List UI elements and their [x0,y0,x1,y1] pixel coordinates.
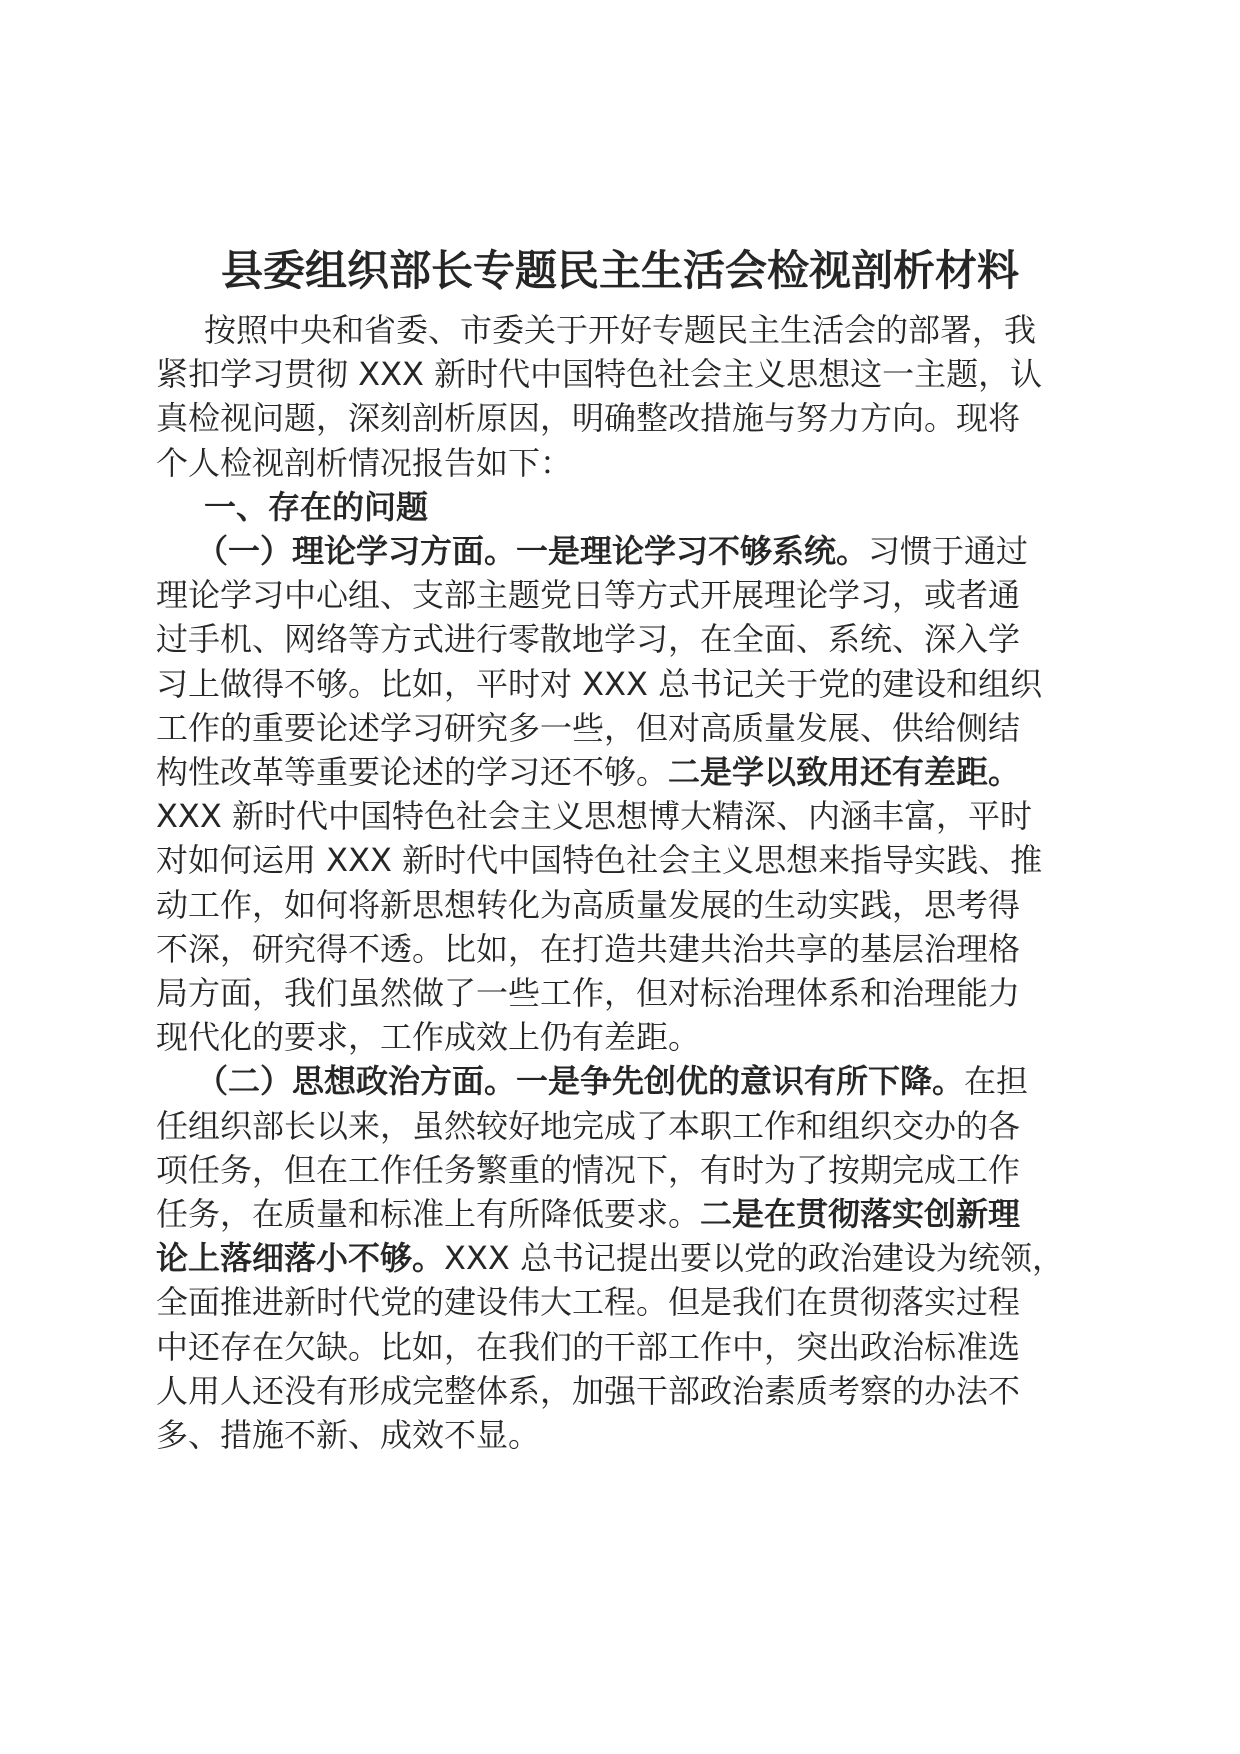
bold-text-segment: 论上落细落小不够。 [156,1239,445,1278]
text-segment: 在担 [964,1062,1029,1101]
bold-text-segment: 一、存在的问题 [204,487,429,526]
text-line [156,662,1042,706]
text-segment: 习上做得不够。比如，平时对 XXX 总书记关于党的建设和组织 [156,664,1043,703]
text-line [156,883,1020,927]
text-line [156,1015,700,1059]
text-segment: 工作的重要论述学习研究多一些，但对高质量发展、供给侧结 [156,708,1021,747]
text-segment: 多、措施不新、成效不显。 [156,1416,541,1454]
text-segment: 紧扣学习贯彻 XXX 新时代中国特色社会主义思想这一主题，认 [156,355,1043,394]
text-line [156,1325,1020,1369]
text-line [156,1369,1020,1413]
text-segment: XXX 新时代中国特色社会主义思想博大精深、内涵丰富，平时 [156,797,1032,836]
text-line [156,617,1020,661]
text-line [156,1236,1064,1280]
text-segment: 任务，在质量和标准上有所降低要求。 [156,1195,701,1233]
text-line [156,838,1042,882]
text-line [156,1059,1028,1103]
text-segment: 不深，研究得不透。比如，在打造共建共治共享的基层治理格 [156,929,1021,968]
text-segment: 理论学习中心组、支部主题党日等方式开展理论学习，或者通 [156,576,1021,615]
text-line [156,396,1020,440]
text-line [156,971,1020,1015]
text-line [156,308,1036,352]
text-line [156,529,1028,573]
text-line [156,441,572,485]
text-segment: 全面推进新时代党的建设伟大工程。但是我们在贯彻落实过程 [156,1283,1021,1322]
text-segment: 构性改革等重要论述的学习还不够。 [156,753,669,791]
bold-text-segment: （一）理论学习方面。一是理论学习不够系统。 [196,532,869,570]
text-segment: 局方面，我们虽然做了一些工作，但对标治理体系和治理能力 [156,974,1021,1012]
text-segment: 现代化的要求，工作成效上仍有差距。 [156,1018,701,1057]
text-segment: 动工作，如何将新思想转化为高质量发展的生动实践，思考得 [156,885,1021,924]
text-line [156,927,1020,971]
text-line [156,1280,1020,1324]
text-line [156,750,1020,794]
bold-text-segment: 二是学以致用还有差距。 [668,753,1021,791]
text-line [156,352,1042,396]
text-segment: XXX 总书记提出要以党的政治建设为统领， [444,1239,1064,1278]
text-segment: 人用人还没有形成完整体系，加强干部政治素质考察的办法不 [156,1371,1021,1410]
text-line [156,1413,540,1457]
text-line [156,1148,1020,1192]
text-line [156,485,428,529]
text-line [156,1192,1020,1236]
text-segment: 个人检视剖析情况报告如下： [156,443,573,482]
text-segment: 按照中央和省委、市委关于开好专题民主生活会的部署，我 [204,311,1037,349]
text-segment: 任组织部长以来，虽然较好地完成了本职工作和组织交办的各 [156,1106,1021,1145]
document-title: 县委组织部长专题民主生活会检视剖析材料 [220,246,1019,295]
text-segment: 习惯于通过 [868,532,1029,570]
text-segment: 对如何运用 XXX 新时代中国特色社会主义思想来指导实践、推 [156,841,1043,880]
text-segment: 中还存在欠缺。比如，在我们的干部工作中，突出政治标准选 [156,1327,1021,1366]
bold-text-segment: 二是在贯彻落实创新理 [700,1195,1021,1233]
text-segment: 项任务，但在工作任务繁重的情况下，有时为了按期完成工作 [156,1150,1021,1189]
text-segment: 真检视问题，深刻剖析原因，明确整改措施与努力方向。现将 [156,399,1021,438]
text-line [156,1104,1020,1148]
text-line [156,706,1020,750]
text-line [156,794,1032,838]
bold-text-segment: （二）思想政治方面。一是争先创优的意识有所下降。 [196,1062,965,1101]
text-segment: 过手机、网络等方式进行零散地学习，在全面、系统、深入学 [156,620,1021,659]
text-line [156,573,1020,617]
